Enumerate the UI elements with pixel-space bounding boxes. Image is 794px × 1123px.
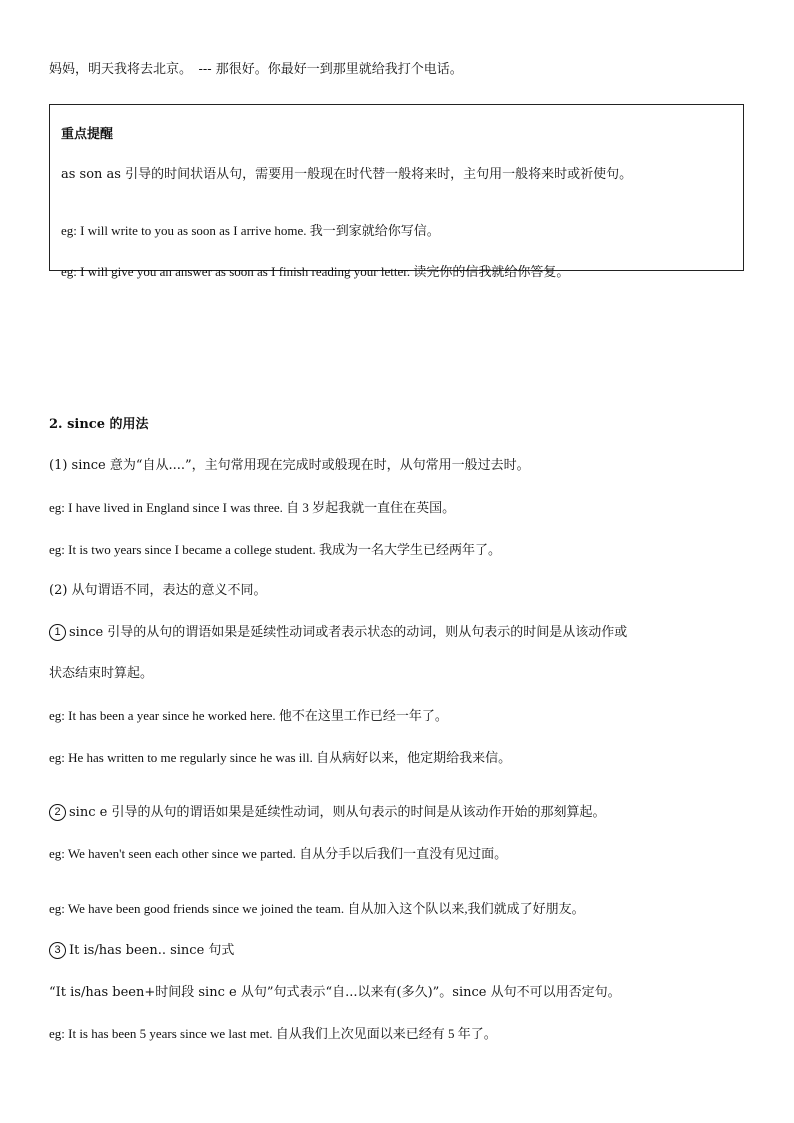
key-reminder-title: 重点提醒 xyxy=(61,127,114,142)
since-item-3-text: It is/has been.. since 句式 xyxy=(69,943,235,958)
key-reminder-example-2-clipped: eg: I will give you an answer as soon as I finish reading your letter. 读完你的信我就给你答复。 xyxy=(61,264,570,279)
since-item-2-text: sinc e 引导的从句的谓语如果是延续性动词，则从句表示的时间是从该动作开始的那刻算起。 xyxy=(69,805,606,820)
since-point-1: (1) since 意为“自从....”，主句常用现在完成时或般现在时，从句常用一般过去时。 xyxy=(49,458,530,473)
since-point-2: (2) 从句谓语不同，表达的意义不同。 xyxy=(49,583,267,598)
since-item-1 xyxy=(49,624,627,641)
circled-number-2: 2 xyxy=(49,804,66,821)
since-item-3-example: eg: It is has been 5 years since we last met. 自从我们上次见面以来已经有 5 年了。 xyxy=(49,1026,497,1041)
since-point-1-example-2: eg: It is two years since I became a college student. 我成为一名大学生已经两年了。 xyxy=(49,542,502,557)
since-item-2-example-1: eg: We haven't seen each other since we parted. 自从分手以后我们一直没有见过面。 xyxy=(49,846,508,861)
since-item-1-continuation: 状态结束时算起。 xyxy=(49,666,154,681)
since-item-3-description: “It is/has been+时间段 sinc e 从句”句式表示“自...以来有(多久)”。since 从句不可以用否定句。 xyxy=(49,985,621,1000)
since-item-1-example-1: eg: It has been a year since he worked here. 他不在这里工作已经一年了。 xyxy=(49,708,448,723)
key-reminder-rule: as son as 引导的时间状语从句，需要用一般现在时代替一般将来时，主句用一般将来时或祈使句。 xyxy=(61,167,633,182)
since-point-1-example-1: eg: I have lived in England since I was three. 自 3 岁起我就一直住在英国。 xyxy=(49,500,456,515)
circled-number-3: 3 xyxy=(49,942,66,959)
since-item-1-text: since 引导的从句的谓语如果是延续性动词或者表示状态的动词，则从句表示的时间是从该动作或 xyxy=(69,625,628,640)
circled-number-1: 1 xyxy=(49,624,66,641)
key-reminder-box xyxy=(49,104,744,279)
since-item-2 xyxy=(49,804,605,821)
since-item-1-example-2: eg: He has written to me regularly since he was ill. 自从病好以来，他定期给我来信。 xyxy=(49,750,512,765)
since-item-2-example-2: eg: We have been good friends since we joined the team. 自从加入这个队以来,我们就成了好朋友。 xyxy=(49,901,585,916)
top-dialogue-line: 妈妈，明天我将去北京。 --- 那很好。你最好一到那里就给我打个电话。 xyxy=(49,62,463,77)
since-item-3 xyxy=(49,942,234,959)
key-reminder-example-1: eg: I will write to you as soon as I arrive home. 我一到家就给你写信。 xyxy=(61,223,440,238)
section-heading-since: 2. since 的用法 xyxy=(49,417,149,432)
